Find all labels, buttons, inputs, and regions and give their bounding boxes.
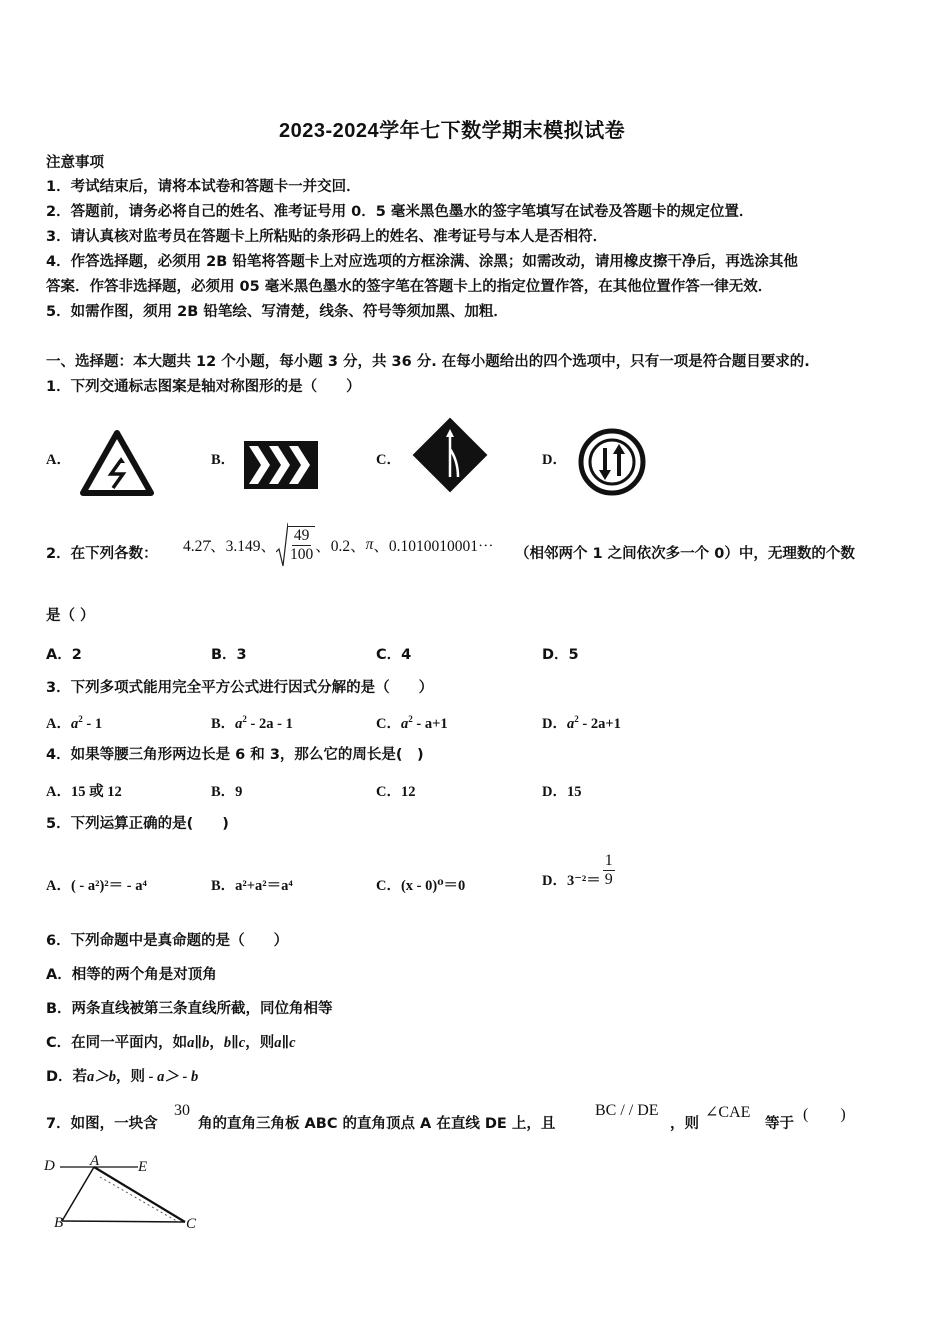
- q7-triangle-figure: [40, 1155, 210, 1235]
- expr-rest: - 2a - 1: [246, 716, 293, 732]
- q5-d-prefix: D．3⁻²＝: [542, 872, 601, 889]
- question-3-stem: 3．下列多项式能用完全平方公式进行因式分解的是（ ）: [46, 680, 434, 696]
- question-2-continuation: 是（ ）: [46, 608, 95, 624]
- q5-d-fraction: [603, 852, 615, 889]
- sqrt-denominator: 100: [290, 546, 314, 563]
- var: a: [400, 716, 409, 732]
- q2-numbers-a: 4.27̇、3.149、: [183, 538, 277, 555]
- sqrt-fraction: [288, 526, 315, 564]
- notice-item: 答案．作答非选择题，必须用 05 毫米黑色墨水的签字笔在答题卡上的指定位置作答，在其他位置作答一律无效．: [46, 279, 773, 295]
- q4-option-c: C．12: [376, 784, 416, 800]
- chevron-direction-sign-icon: [243, 440, 319, 490]
- exponent: 2: [78, 714, 83, 725]
- text: ，则: [245, 1035, 275, 1051]
- question-7-part1: 7．如图，一块含: [46, 1116, 158, 1132]
- math: a∥b: [187, 1035, 210, 1051]
- q5-option-d: [542, 848, 615, 892]
- question-6-stem: 6．下列命题中是真命题的是（ ）: [46, 933, 289, 949]
- q2-option-b: B．3: [211, 647, 247, 663]
- label-d: D: [44, 1158, 55, 1174]
- merge-road-sign-icon: [412, 417, 488, 493]
- expr-rest: - 1: [82, 716, 103, 732]
- q4-option-a: A．15 或 12: [46, 784, 122, 800]
- option-label: A．: [46, 716, 71, 732]
- text: ，: [209, 1035, 224, 1051]
- notice-item: 1．考试结束后，请将本试卷和答题卡一并交回．: [46, 179, 361, 195]
- q2-numbers-b: 、0.2、: [315, 538, 366, 555]
- q2-numbers-c: 、0.1010010001⋯: [373, 538, 494, 555]
- option-label: D．: [542, 716, 567, 732]
- q6-option-d: [46, 1068, 198, 1086]
- label-b: B: [54, 1215, 64, 1231]
- q1-option-b-label: B．: [211, 452, 236, 468]
- q3-option-d: [542, 712, 621, 733]
- section-heading: 一、选择题：本大题共 12 个小题，每小题 3 分，共 36 分. 在每小题给出的四个选项中，只有一项是符合题目要求的.: [46, 354, 810, 370]
- q4-option-d: D．15: [542, 784, 582, 800]
- math: b∥c: [223, 1035, 246, 1051]
- notice-item: 2．答题前，请务必将自己的姓名、准考证号用 0．5 毫米黑色墨水的签字笔填写在试卷及答题卡的规定位置．: [46, 204, 754, 220]
- question-7-part4: 等于: [765, 1116, 794, 1132]
- exponent: 2: [408, 714, 413, 725]
- label-e: E: [138, 1159, 148, 1175]
- question-4-stem: 4．如果等腰三角形两边长是 6 和 3，那么它的周长是( ): [46, 747, 424, 763]
- expr-rest: - a+1: [412, 716, 448, 732]
- var: a: [235, 716, 243, 732]
- notice-item: 4．作答选择题，必须用 2B 铅笔将答题卡上对应选项的方框涂满、涂黑；如需改动，请用橡皮擦干净后，再选涂其他: [46, 254, 798, 270]
- notice-item: 5．如需作图，须用 2B 铅笔绘、写清楚，线条、符号等须加黑、加粗．: [46, 304, 508, 320]
- question-2-prefix: 2．在下列各数：: [46, 546, 158, 562]
- pi-symbol: π: [365, 536, 374, 553]
- exponent: 2: [574, 714, 579, 725]
- q3-option-c: [376, 712, 448, 733]
- q6-option-a: A．相等的两个角是对顶角: [46, 967, 217, 983]
- q7-condition: BC / / DE: [595, 1102, 659, 1119]
- q5-option-a: A．( - a²)²＝ - a⁴: [46, 878, 147, 894]
- q7-answer-parens: ( ): [803, 1106, 846, 1123]
- q1-option-d-label: D．: [542, 452, 567, 468]
- q2-option-d: D．5: [542, 647, 579, 663]
- q3-option-b: [211, 712, 293, 733]
- text: C．在同一平面内，如: [46, 1035, 188, 1051]
- var: a: [70, 716, 79, 732]
- sqrt-numerator: 49: [293, 527, 310, 544]
- question-7-part3: ，则: [670, 1116, 699, 1132]
- q6-option-b: B．两条直线被第三条直线所截，同位角相等: [46, 1001, 333, 1017]
- q2-option-c: C．4: [376, 647, 412, 663]
- fraction-numerator: 1: [604, 851, 613, 869]
- q1-option-c-label: C．: [376, 452, 401, 468]
- question-1-stem: 1．下列交通标志图案是轴对称图形的是（ ）: [46, 379, 361, 395]
- q3-option-a: [46, 712, 102, 733]
- text: D．若: [46, 1069, 88, 1085]
- q7-angle: ∠CAE: [705, 1104, 751, 1121]
- label-c: C: [186, 1216, 197, 1232]
- question-7-part2: 角的直角三角板 ABC 的直角顶点 A 在直线 DE 上，且: [198, 1116, 556, 1132]
- q4-option-b: B．9: [211, 784, 243, 800]
- label-a: A: [90, 1153, 100, 1169]
- sqrt-icon: [276, 522, 288, 568]
- notice-item: 3．请认真核对监考员在答题卡上所粘贴的条形码上的姓名、准考证号与本人是否相符．: [46, 229, 608, 245]
- q5-option-b: B．a²+a²＝a⁴: [211, 878, 293, 894]
- text: ，则: [116, 1069, 146, 1085]
- option-label: B．: [211, 716, 236, 732]
- q7-degree: 30: [174, 1102, 190, 1119]
- expr-rest: - 2a+1: [578, 716, 621, 732]
- math: - a＞ - b: [145, 1069, 199, 1085]
- page-title: 2023-2024学年七下数学期末模拟试卷: [279, 120, 626, 142]
- q6-option-c: [46, 1034, 296, 1052]
- notice-heading: 注意事项: [46, 155, 104, 171]
- q1-option-a-label: A．: [46, 452, 71, 468]
- zigzag-road-warning-sign-icon: [80, 430, 154, 496]
- exponent: 2: [242, 714, 247, 725]
- question-2-numbers: [183, 520, 494, 570]
- two-way-traffic-sign-icon: [578, 428, 646, 496]
- q2-option-a: A．2: [46, 647, 82, 663]
- option-label: C．: [376, 716, 401, 732]
- var: a: [566, 716, 575, 732]
- math: a＞b: [87, 1069, 117, 1085]
- math: a∥c: [274, 1035, 296, 1051]
- q5-option-c: C．(x - 0)⁰＝0: [376, 878, 466, 894]
- question-5-stem: 5．下列运算正确的是( ): [46, 816, 229, 832]
- fraction-denominator: 9: [604, 870, 613, 888]
- question-2-suffix: （相邻两个 1 之间依次多一个 0）中，无理数的个数: [515, 546, 855, 562]
